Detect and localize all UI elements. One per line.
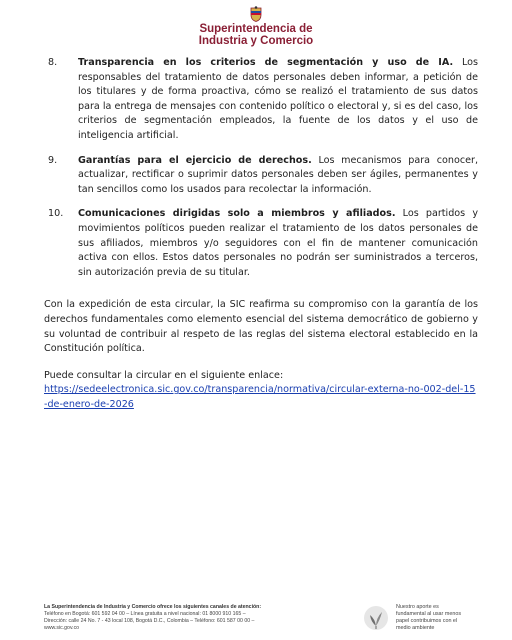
item-text: Los responsables del tratamiento de datos personales deben informar, a petición de los titulares y de forma proactiva, cómo se realizó el tratamiento de sus datos para la entrega de mensajes con contenido político o electoral y, si es del caso, los criterios de segmentación empleados, la fuente de los datos y el uso de inteligencia artificial.	[78, 57, 479, 141]
org-name-line2: Industria y Comercio	[198, 35, 314, 47]
item-body	[78, 154, 478, 198]
list-item-10	[44, 207, 478, 280]
eco-line: fundamental al usar menos	[396, 611, 462, 617]
page-header	[0, 6, 512, 47]
eco-line: papel contribuimos con el	[396, 618, 458, 624]
colombia-crest-icon	[249, 6, 263, 22]
list-item-9	[44, 154, 478, 198]
eco-leaf-icon	[362, 604, 390, 632]
item-body	[78, 56, 478, 144]
circular-link[interactable]: https://sedeelectronica.sic.gov.co/transparencia/normativa/circular-externa-no-002-del-15-de-enero-de-2026	[44, 384, 476, 410]
footer-line: Dirección: calle 24 No. 7 - 43 local 108, Bogotá D.C., Colombia – Teléfono: 601 587 00 00 –	[44, 618, 255, 624]
closing-paragraph: Con la expedición de esta circular, la SIC reafirma su compromiso con la garantía de los derechos fundamentales como elemento esencial del sistema democrático de gobierno y su voluntad de contribuir al respeto de las reglas del sistema electoral establecido en la Constitución política.	[44, 299, 478, 355]
footer-eco-message	[396, 604, 480, 632]
footer-line: Teléfono en Bogotá: 601 592 04 00 – Línea gratuita a nivel nacional: 01 8000 910 165 –	[44, 611, 246, 617]
item-text: Los mecanismos para conocer, actualizar, rectificar o suprimir datos personales deben ser ágiles, permanentes y tan sencillos como los usados para recolectar la información.	[78, 154, 478, 195]
item-number: 8.	[48, 57, 58, 68]
item-body	[78, 207, 478, 280]
item-number: 10.	[48, 208, 64, 220]
footer-contact	[44, 604, 314, 632]
link-label: Puede consultar la circular en el siguiente enlace:	[44, 369, 284, 381]
item-title: Comunicaciones dirigidas solo a miembros y afiliados.	[78, 208, 396, 220]
document-body	[44, 56, 478, 412]
list-item-8	[44, 56, 478, 144]
item-title: Garantías para el ejercicio de derechos.	[78, 154, 312, 166]
page-footer	[44, 604, 478, 638]
item-number: 9.	[48, 154, 58, 166]
item-title: Transparencia en los criterios de segmentación y uso de IA.	[78, 57, 454, 68]
footer-website: www.sic.gov.co	[44, 625, 80, 631]
org-name-line1: Superintendencia de	[199, 23, 313, 35]
eco-line: Nuestro aporte es	[396, 604, 439, 610]
footer-title: La Superintendencia de Industria y Comercio ofrece los siguientes canales de atención:	[44, 604, 262, 610]
item-text: Los partidos y movimientos políticos pueden realizar el tratamiento de los datos personales de sus afiliados, miembros y/o seguidores con el fin de mantener comunicación activa con ellos. Estos datos personales no podrán ser suministrados a terceros, sin autorización previa de su titular.	[78, 208, 479, 278]
eco-line: medio ambiente	[396, 625, 435, 631]
